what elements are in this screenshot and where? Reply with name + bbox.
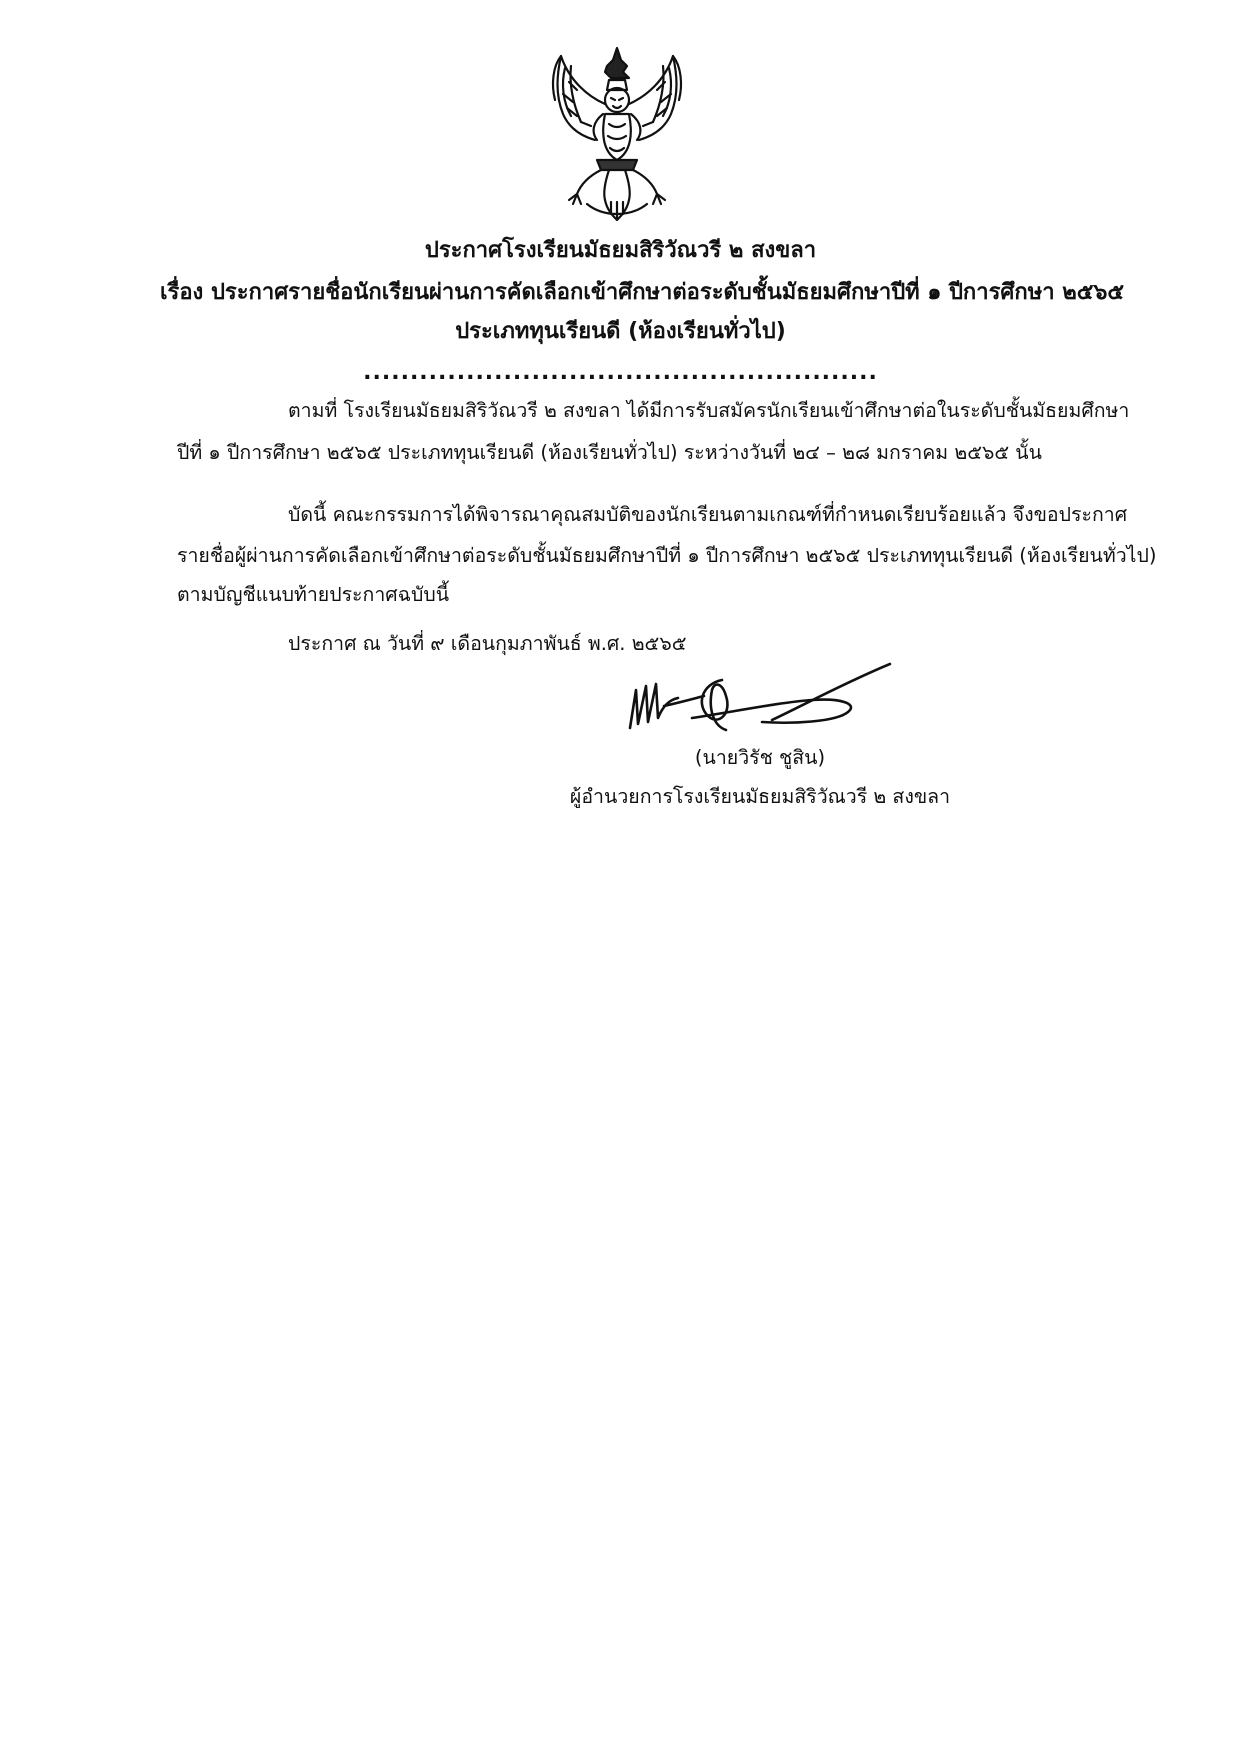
announcement-category: ประเภททุนเรียนดี (ห้องเรียนทั่วไป) [455, 319, 786, 344]
dotted-separator: ....................................................... [363, 360, 878, 385]
paragraph1-line1: ตามที่ โรงเรียนมัธยมสิริวัณวรี ๒ สงขลา ได้มีการรับสมัครนักเรียนเข้าศึกษาต่อในระดับชั้นมัธยมศึกษา [288, 399, 1130, 422]
announcement-subject: เรื่อง ประกาศรายชื่อนักเรียนผ่านการคัดเลือกเข้าศึกษาต่อระดับชั้นมัธยมศึกษาปีที่ ๑ ปีการศึกษา ๒๕๖๕ [160, 280, 1124, 305]
paragraph2-line1: บัดนี้ คณะกรรมการได้พิจารณาคุณสมบัติของนักเรียนตามเกณฑ์ที่กำหนดเรียบร้อยแล้ว จึงขอประกาศ [288, 503, 1128, 526]
announcement-date: ประกาศ ณ วันที่ ๙ เดือนกุมภาพันธ์ พ.ศ. ๒๕๖๕ [288, 632, 687, 655]
paragraph1-line2: ปีที่ ๑ ปีการศึกษา ๒๕๖๕ ประเภททุนเรียนดี (ห้องเรียนทั่วไป) ระหว่างวันที่ ๒๔ – ๒๘ มกราคม ๒๕๖๕ นั้น [177, 441, 1042, 464]
signatory-name: (นายวิรัช ชูสิน) [694, 746, 826, 769]
garuda-emblem-icon [547, 44, 687, 222]
paragraph2-line3: ตามบัญชีแนบท้ายประกาศฉบับนี้ [177, 583, 450, 606]
announcement-title: ประกาศโรงเรียนมัธยมสิริวัณวรี ๒ สงขลา [424, 238, 817, 263]
signatory-title: ผู้อำนวยการโรงเรียนมัธยมสิริวัณวรี ๒ สงขลา [569, 785, 951, 808]
paragraph2-line2: รายชื่อผู้ผ่านการคัดเลือกเข้าศึกษาต่อระดับชั้นมัธยมศึกษาปีที่ ๑ ปีการศึกษา ๒๕๖๕ ประเภททุนเรียนดี (ห้องเรียนทั่วไป) [177, 544, 1157, 567]
handwritten-signature [622, 660, 902, 740]
